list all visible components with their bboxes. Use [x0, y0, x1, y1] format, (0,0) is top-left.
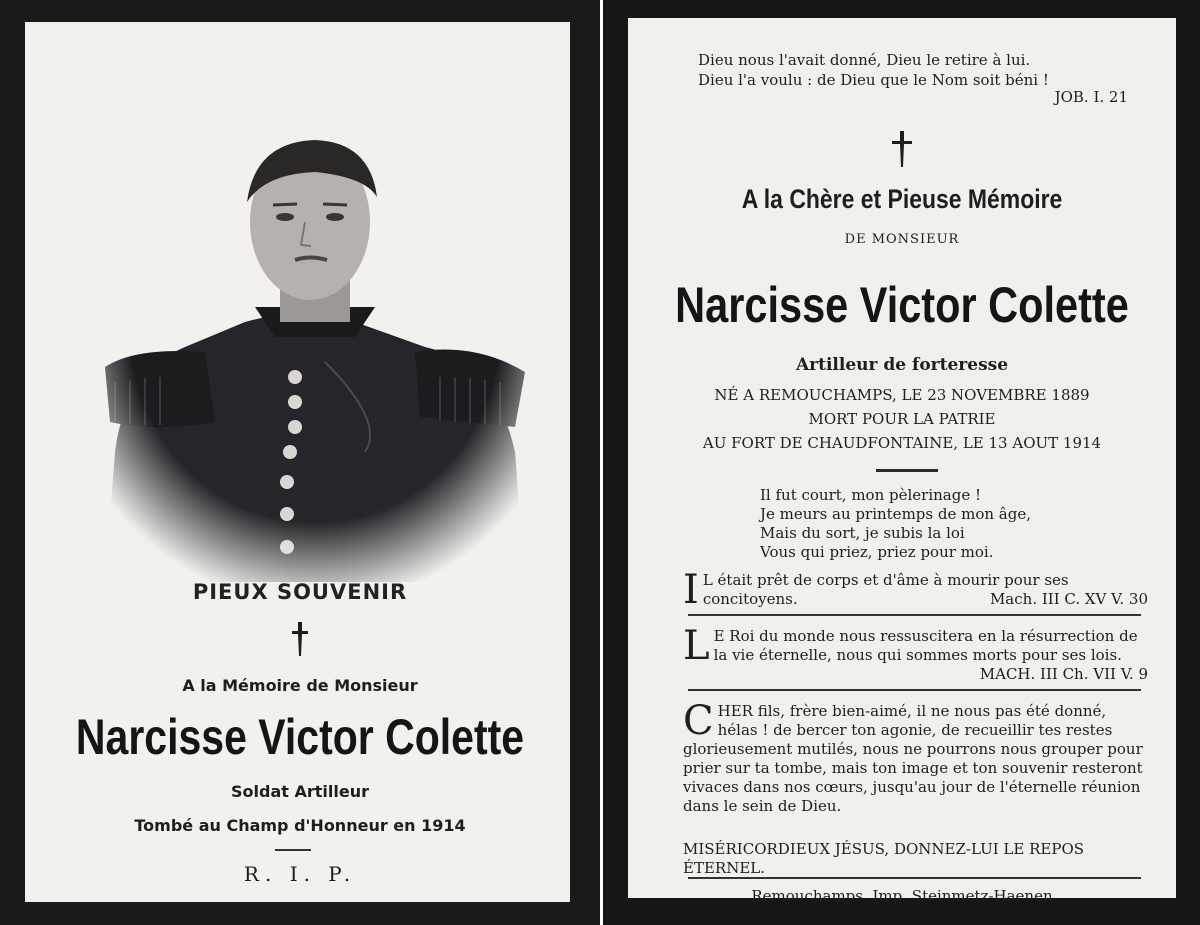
- right-of-line: DE MONSIEUR: [844, 232, 960, 247]
- scripture-reference: Mach. III C. XV V. 30: [989, 590, 1148, 608]
- right-deceased-name: Narcisse Victor Colette: [675, 277, 1129, 333]
- closing-prayer: MISÉRICORDIEUX JÉSUS, DONNEZ-LUI LE REPOS ÉTERNEL.: [683, 840, 1085, 877]
- paragraph-text: L était prêt de corps et d'âme à mourir pour ses concitoyens.: [702, 571, 1069, 608]
- death-place-line: AU FORT DE CHAUDFONTAINE, LE 13 AOUT 1914: [702, 434, 1102, 452]
- drop-cap: L: [683, 623, 710, 669]
- poem-line: Mais du sort, je subis la loi: [760, 524, 965, 542]
- birth-line: NÉ A REMOUCHAMPS, LE 23 NOVEMBRE 1889: [714, 386, 1090, 404]
- left-rip: R. I. P.: [243, 862, 357, 886]
- left-card-paper: [25, 22, 570, 902]
- right-rank: Artilleur de forteresse: [795, 355, 1009, 375]
- separator-line: [688, 689, 1141, 691]
- portrait-svg: [95, 122, 535, 582]
- left-memory-line: A la Mémoire de Monsieur: [182, 676, 418, 695]
- right-divider: [876, 469, 938, 472]
- cross-icon-svg: [292, 622, 308, 656]
- verse-line: Dieu l'a voulu : de Dieu que le Nom soit béni !: [698, 71, 1049, 89]
- paragraph-text: E Roi du monde nous ressuscitera en la résurrection de la vie éternelle, nous qui sommes morts pour ses lois.: [713, 627, 1138, 664]
- cross-icon: [628, 131, 1176, 171]
- soldier-portrait-icon: [95, 122, 535, 582]
- separator-line: [688, 614, 1141, 616]
- poem-line: Vous qui priez, priez pour moi.: [760, 543, 994, 561]
- cross-icon: [0, 622, 600, 660]
- bible-verse: [698, 50, 1049, 90]
- paragraph-2: [683, 623, 1148, 684]
- paragraph-text: HER fils, frère bien-aimé, il ne nous pas été donné, hélas ! de bercer ton agonie, de recueillir tes restes glorieusement mutilés, nous ne pourrons nous grouper pour prier sur ta tombe, mais ton image et ton souvenir resteront vivaces dans nos cœurs, jusqu'au jour de l'éternelle réunion dans le sein de Dieu.: [683, 702, 1143, 815]
- right-card-paper: [628, 18, 1176, 905]
- poem-line: Il fut court, mon pèlerinage !: [760, 486, 982, 504]
- left-divider: [275, 849, 311, 851]
- scripture-reference: MACH. III Ch. VII V. 9: [979, 665, 1148, 683]
- drop-cap: C: [683, 698, 714, 744]
- death-line: MORT POUR LA PATRIE: [808, 410, 996, 428]
- left-deceased-name: Narcisse Victor Colette: [75, 709, 525, 765]
- verse-line: Dieu nous l'avait donné, Dieu le retire à lui.: [698, 51, 1031, 69]
- poem-line: Je meurs au printemps de mon âge,: [760, 505, 1031, 523]
- left-heading: PIEUX SOUVENIR: [192, 580, 408, 604]
- separator-line: [688, 877, 1141, 879]
- verse-reference: JOB. I. 21: [1054, 88, 1128, 106]
- paragraph-3: [683, 698, 1148, 816]
- right-memorial-card: [603, 0, 1200, 925]
- right-memory-line: A la Chère et Pieuse Mémoire: [741, 184, 1063, 214]
- poem: [760, 486, 1031, 562]
- left-fallen-line: Tombé au Champ d'Honneur en 1914: [134, 816, 466, 835]
- printer-credit: Remouchamps. Imp. Steinmetz-Haenen: [751, 887, 1053, 905]
- left-rank: Soldat Artilleur: [231, 782, 369, 801]
- paragraph-1: [683, 567, 1148, 613]
- drop-cap: I: [683, 567, 699, 613]
- cross-icon-svg: [892, 131, 912, 167]
